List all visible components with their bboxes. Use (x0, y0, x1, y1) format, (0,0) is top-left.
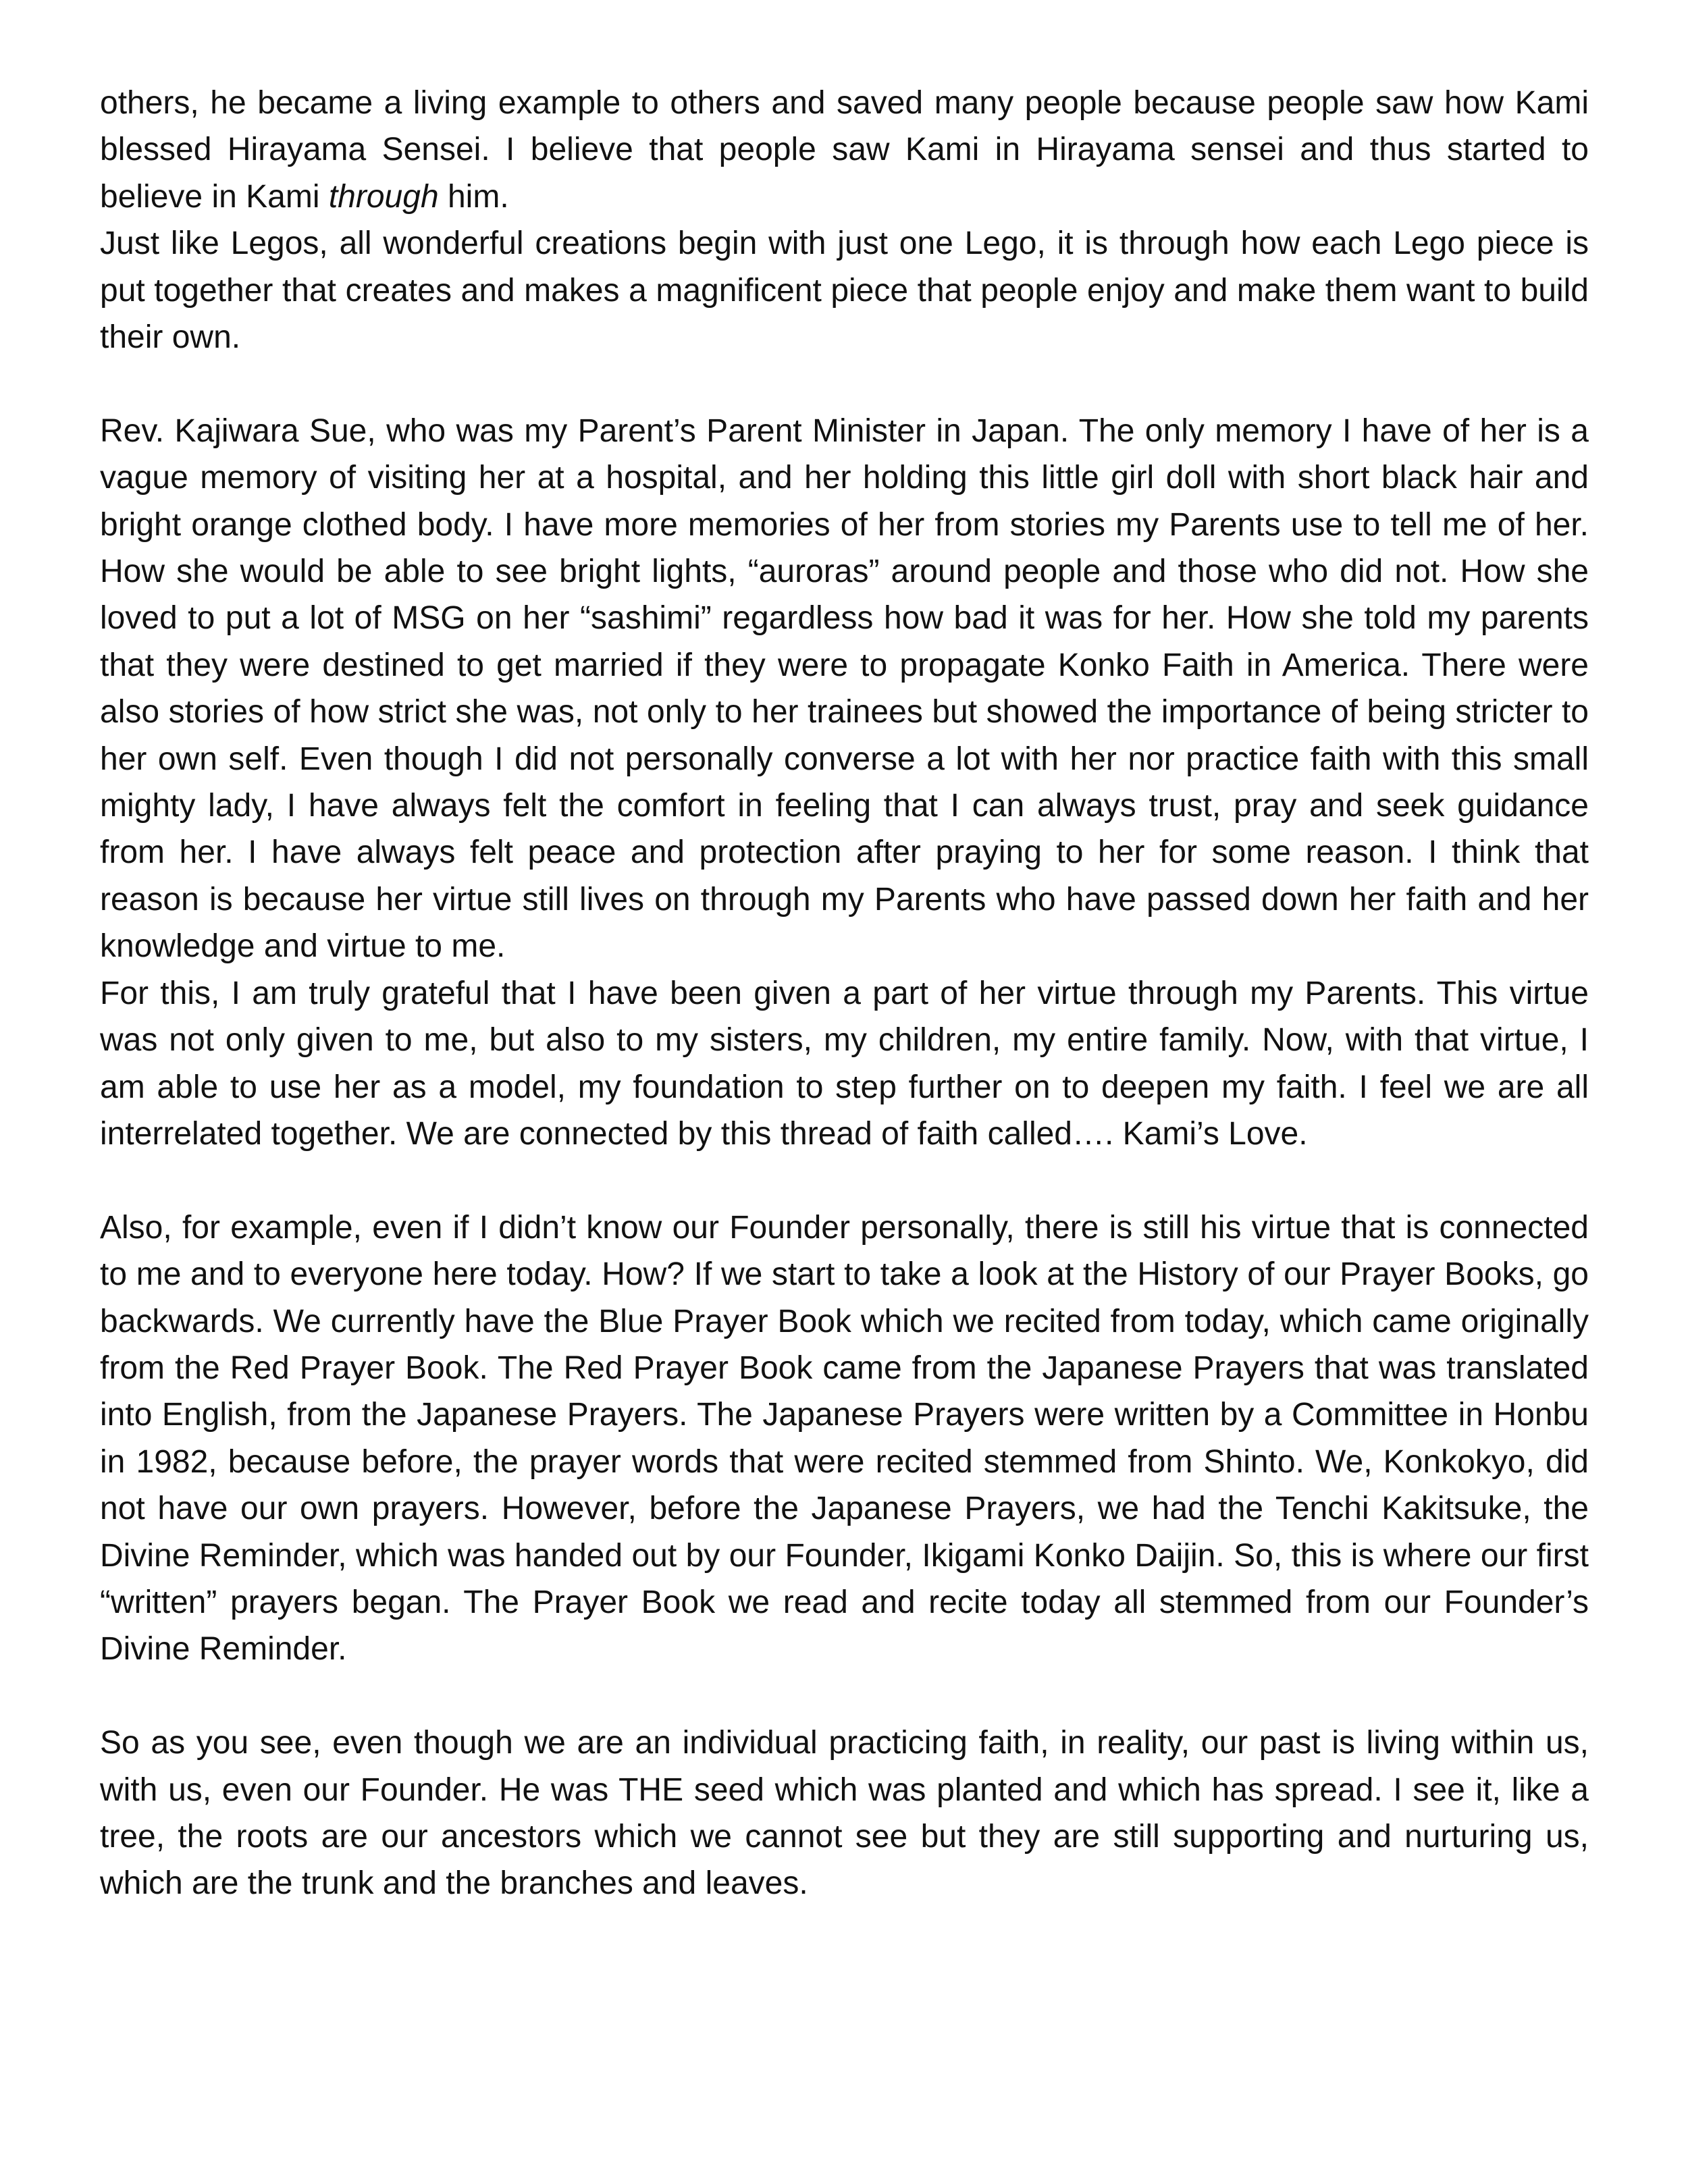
paragraph-spacer (100, 361, 1589, 407)
paragraph-hirayama-end: him. (438, 178, 509, 215)
paragraph-prayer-books: Also, for example, even if I didn’t know our Founder personally, there is still his virtue that is connected to me and to everyone here today. How? If we start to take a look at the History of our Prayer Books, go backwards. We currently have the Blue Prayer Book which we recited from today, which came originally from the Red Prayer Book. The Red Prayer Book came from the Japanese Prayers that was translated into English, from the Japanese Prayers. The Japanese Prayers were written by a Committee in Honbu in 1982, because before, the prayer words that were recited stemmed from Shinto. We, Konkokyo, did not have our own prayers. However, before the Japanese Prayers, we had the Tenchi Kakitsuke, the Divine Reminder, which was handed out by our Founder, Ikigami Konko Daijin. So, this is where our first “written” prayers began. The Prayer Book we read and recite today all stemmed from our Founder’s Divine Reminder. (100, 1209, 1589, 1668)
paragraph-hirayama (100, 80, 1589, 220)
paragraph-kajiwara: Rev. Kajiwara Sue, who was my Parent’s Parent Minister in Japan. The only memory I have of her is a vague memory of visiting her at a hospital, and her holding this little girl doll with short black hair and bright orange clothed body. I have more memories of her from stories my Parents use to tell me of her. How she would be able to see bright lights, “auroras” around people and those who did not. How she loved to put a lot of MSG on her “sashimi” regardless how bad it was for her. How she told my parents that they were destined to get married if they were to propagate Konko Faith in America. There were also stories of how strict she was, not only to her trainees but showed the importance of being stricter to her own self. Even though I did not personally converse a lot with her nor practice faith with this small mighty lady, I have always felt the comfort in feeling that I can always trust, pray and seek guidance from her. I have always felt peace and protection after praying to her for some reason. I think that reason is because her virtue still lives on through my Parents who have passed down her faith and her knowledge and virtue to me. (100, 412, 1589, 965)
paragraph-conclusion: So as you see, even though we are an individual practicing faith, in reality, our past is living within us, with us, even our Founder. He was THE seed which was planted and which has spread. I see it, like a tree, the roots are our ancestors which we cannot see but they are still supporting and nurturing us, which are the trunk and the branches and leaves. (100, 1725, 1589, 1902)
paragraph-legos: Just like Legos, all wonderful creations begin with just one Lego, it is through how each Lego piece is put together that creates and makes a magnificent piece that people enjoy and make them want to build their own. (100, 225, 1589, 356)
italic-through: through (328, 178, 439, 215)
document-page (100, 80, 1589, 1907)
paragraph-hirayama-text: others, he became a living example to others and saved many people because people saw how Kami blessed Hirayama Sensei. I believe that people saw Kami in Hirayama sensei and thus started to believe in Kami (100, 85, 1589, 215)
paragraph-spacer (100, 1157, 1589, 1204)
paragraph-spacer (100, 1673, 1589, 1720)
paragraph-gratitude: For this, I am truly grateful that I have been given a part of her virtue through my Parents. This virtue was not only given to me, but also to my sisters, my children, my entire family. Now, with that virtue, I am able to use her as a model, my foundation to step further on to deepen my faith. I feel we are all interrelated together. We are connected by this thread of faith called…. Kami’s Love. (100, 975, 1589, 1152)
